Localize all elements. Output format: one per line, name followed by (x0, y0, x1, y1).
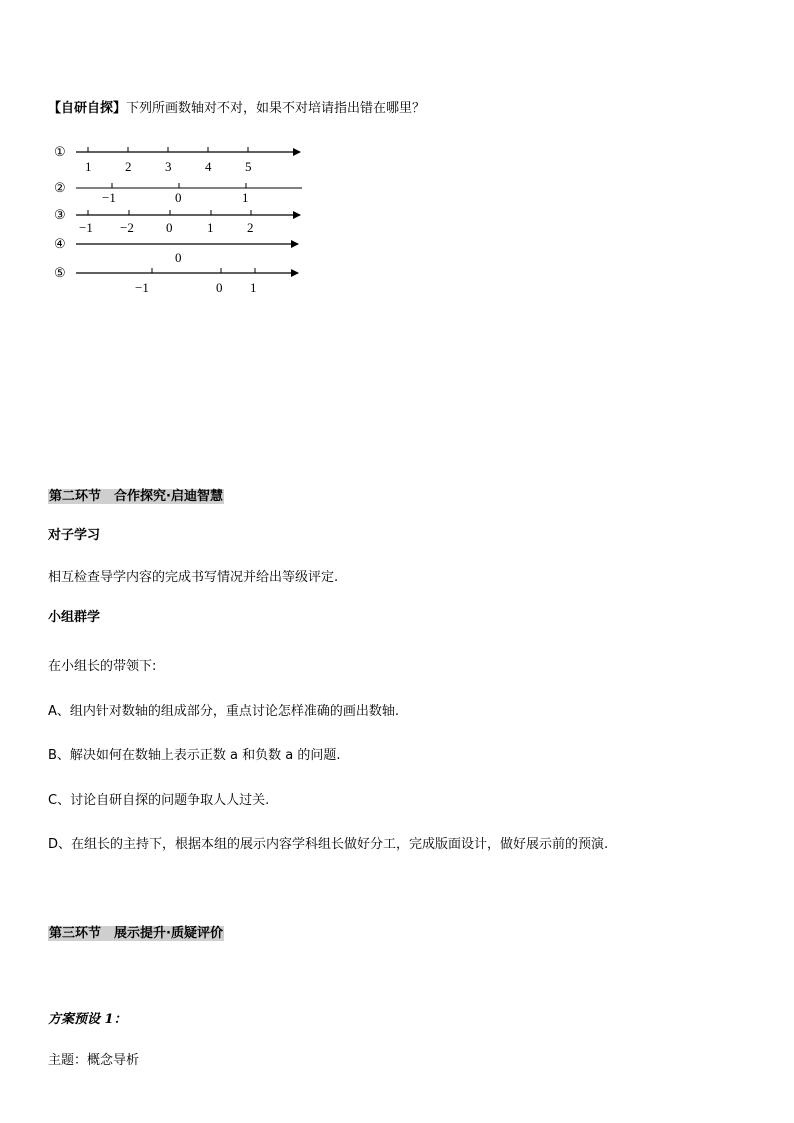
line-5-marker: ⑤ (54, 265, 66, 280)
section-3-title-text: 第三环节 展示提升·质疑评价 (49, 926, 223, 941)
line-5-label: 1 (250, 280, 257, 295)
pair-heading: 对子学习 (48, 528, 101, 543)
list-item: D、在组长的主持下，根据本组的展示内容学科组长做好分工，完成版面设计，做好展示前的预演. (48, 837, 609, 852)
intro-question: 下列所画数轴对不对，如果不对培请指出错在哪里？ (126, 101, 426, 116)
line-5-label: 0 (216, 280, 223, 295)
line-5-label: −1 (135, 280, 149, 295)
line-1-marker: ① (54, 144, 66, 159)
line-1-label: 1 (85, 159, 92, 174)
pair-text: 相互检查导学内容的完成书写情况并给出等级评定. (48, 570, 339, 585)
line-2-marker: ② (54, 180, 66, 195)
line-5-ticks (152, 268, 255, 273)
line-3-marker: ③ (54, 207, 66, 222)
line-2-label: −1 (102, 190, 116, 205)
section-2-title-text: 第二环节 合作探究·启迪智慧 (49, 489, 223, 504)
line-2-ticks (112, 183, 246, 188)
section-2-title (48, 489, 224, 505)
number-line-figure (50, 138, 310, 298)
list-item: A、组内针对数轴的组成部分，重点讨论怎样准确的画出数轴. (48, 704, 400, 719)
line-1-label: 2 (125, 159, 132, 174)
topic-line: 主题：概念导析 (48, 1053, 140, 1068)
line-4-label: 0 (175, 250, 182, 265)
line-1-label: 4 (205, 159, 212, 174)
line-2-label: 0 (175, 190, 182, 205)
list-item: B、解决如何在数轴上表示正数 a 和负数 a 的问题. (48, 748, 341, 763)
line-3-label: 2 (247, 220, 254, 235)
group-intro: 在小组长的带领下: (48, 659, 157, 674)
line-3-label: 1 (207, 220, 214, 235)
line-3-ticks (88, 210, 251, 215)
intro-line (48, 101, 425, 117)
line-1-label: 5 (245, 159, 252, 174)
line-2-label: 1 (242, 190, 249, 205)
bracket-label: 【自研自探】 (48, 101, 127, 116)
line-3-label: −2 (120, 220, 134, 235)
list-item: C、讨论自研自探的问题争取人人过关. (48, 793, 270, 808)
line-3-label: −1 (79, 220, 93, 235)
line-4-marker: ④ (54, 236, 66, 251)
plan-label: 方案预设 1： (48, 1012, 127, 1027)
line-3-label: 0 (166, 220, 173, 235)
line-1-ticks (88, 147, 248, 152)
group-heading: 小组群学 (48, 610, 101, 625)
line-1-label: 3 (165, 159, 172, 174)
section-3-title (48, 926, 224, 942)
